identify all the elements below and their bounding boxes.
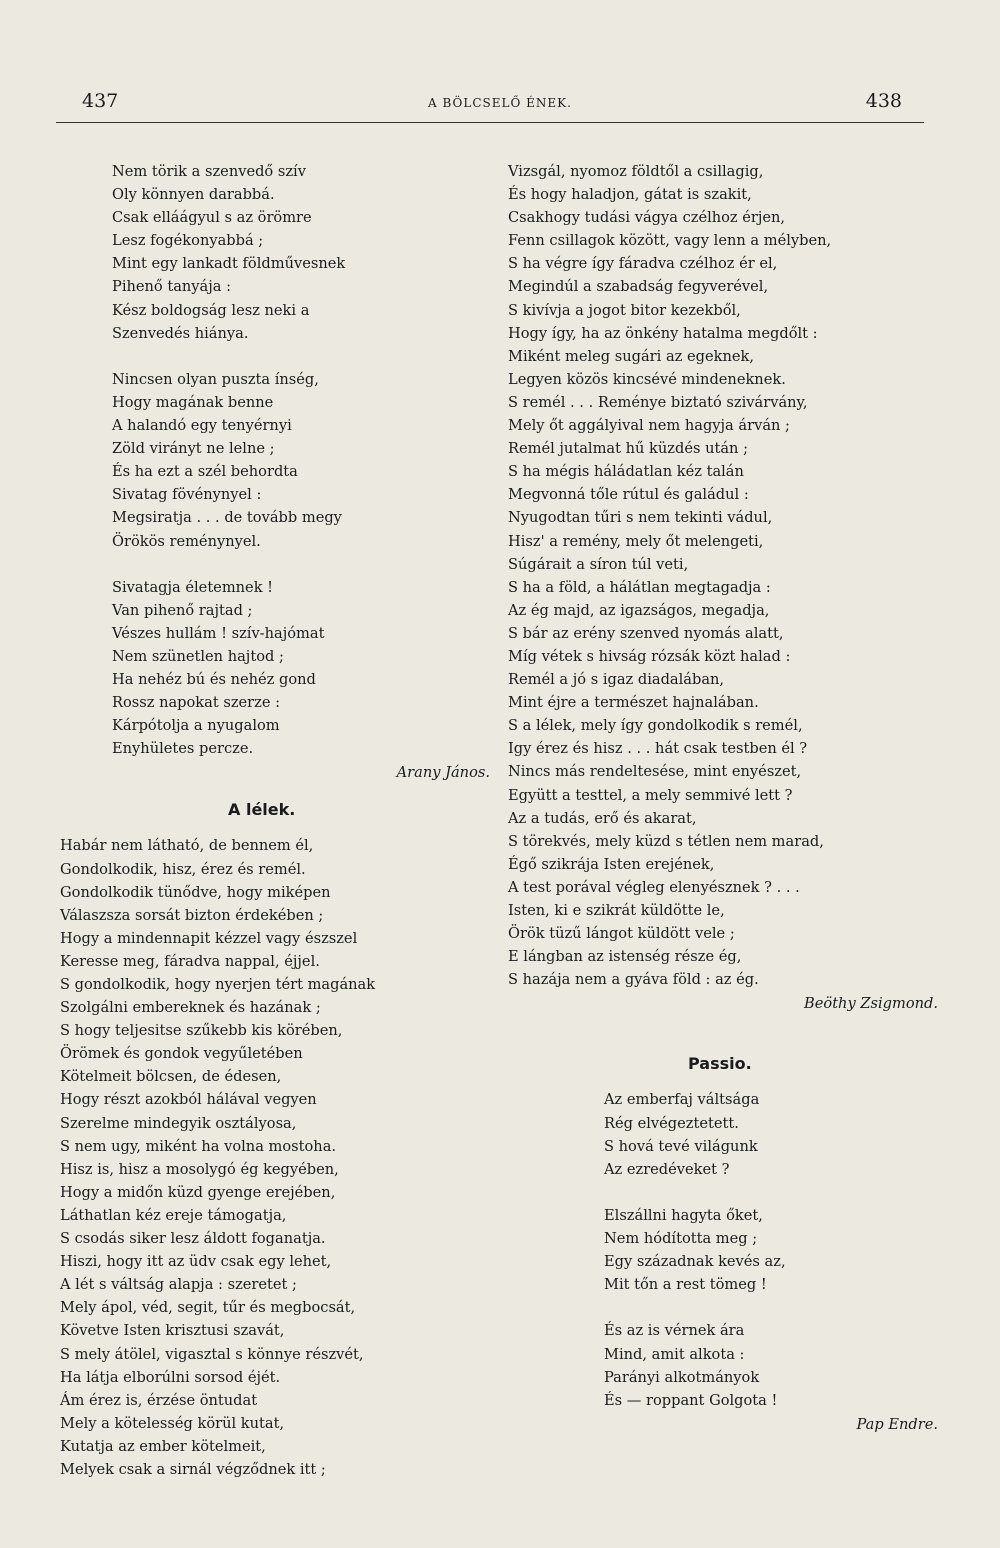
poem-line: Mint éjre a természet hajnalában. [508,694,759,712]
poem-line: Nem törik a szenvedő szív [112,163,306,180]
attribution: Arany János. [396,764,490,782]
poem-line: Hogy így, ha az önkény hatalma megdőlt : [508,324,818,342]
poem-line: Mely őt aggályival nem hagyja árván ; [508,417,790,435]
poem-line: Remél a jó s igaz diadalában, [508,671,725,689]
stanza-gap [60,553,490,576]
poem-line: És ha ezt a szél behordta [112,463,298,481]
poem-line: Legyen közös kincsévé mindeneknek. [508,370,786,388]
poem-line: Ha látja elborúlni sorsod éjét. [60,1368,281,1386]
poem-line: Örökös reménynyel. [112,532,261,550]
poem-line: Fenn csillagok között, vagy lenn a mélyben, [508,232,832,250]
poem-line: S mely átölel, vigasztal s könnye részvét, [60,1345,364,1363]
poem-line: Mely a kötelesség körül kutat, [60,1414,285,1432]
poem-line: Sivatagja életemnek ! [112,578,274,596]
poem-line: Oly könnyen darabbá. [112,186,275,204]
poem-line: S ha mégis háládatlan kéz talán [508,463,744,481]
poem-line: Szenvedés hiánya. [112,324,249,342]
poem-line: Hisz' a remény, mely őt melengeti, [508,532,764,550]
poem-line: Vészes hullám ! szív-hajómat [112,624,325,642]
running-title: A BÖLCSELŐ ÉNEK. [428,96,572,110]
poem-line: Kutatja az ember kötelmeit, [60,1437,266,1455]
poem-line: Nincs más rendeltesése, mint enyészet, [508,763,802,781]
poem-line: Megsiratja . . . de tovább megy [112,509,342,527]
poem-line: És hogy haladjon, gátat is szakit, [508,186,752,204]
poem-line: Súgárait a síron túl veti, [508,555,689,573]
poem-line: E lángban az istenség része ég, [508,948,742,966]
poem-line: S remél . . . Reménye biztató szivárvány, [508,393,808,411]
poem-line: Gondolkodik tünődve, hogy miképen [60,883,331,901]
poem-line: Rég elvégeztetett. [604,1114,739,1132]
header-rule [56,122,924,123]
poem-line: S bár az erény szenved nyomás alatt, [508,624,784,642]
poem-line: A lét s váltság alapja : szeretet ; [60,1276,297,1294]
poem-line: És az is vérnek ára [604,1322,745,1340]
poem-line: S a lélek, mely így gondolkodik s remél, [508,717,803,735]
poem-line: Rossz napokat szerze : [112,694,281,712]
attribution: Pap Endre. [856,1415,938,1433]
poem-line: Az emberfaj váltsága [604,1091,760,1109]
poem-line: Nem hódította meg ; [604,1230,758,1248]
poem-line: Hogy a mindennapit kézzel vagy észszel [60,929,358,947]
poem-line: Megvonná tőle rútul és galádul : [508,486,749,504]
poem-line: Parányi alkotmányok [604,1368,760,1386]
poem-line: Igy érez és hisz . . . hát csak testben él ? [508,740,808,758]
poem-line: S hazája nem a gyáva föld : az ég. [508,971,759,989]
poem-line: S törekvés, mely küzd s tétlen nem marad, [508,832,824,850]
poem-line: Kárpótolja a nyugalom [112,717,280,735]
poem-line: Örök tüzű lángot küldött vele ; [508,925,735,943]
poem-line: S gondolkodik, hogy nyerjen tért magának [60,976,376,993]
poem-line: Nyugodtan tűri s nem tekinti vádul, [508,509,773,527]
poem-line: Láthatlan kéz ereje támogatja, [60,1206,287,1224]
poem-line: Mely ápol, véd, segit, tűr és megbocsát, [60,1299,356,1317]
poem-line: Míg vétek s hivság rózsák közt halad : [508,647,791,665]
poem-line: S ha a föld, a hálátlan megtagadja : [508,578,771,596]
poem-title: A lélek. [228,800,296,820]
poem-line: A halandó egy tenyérnyi [112,417,292,435]
poem-line: Elszállni hagyta őket, [604,1206,763,1224]
poem-line: Mind, amit alkota : [604,1345,745,1363]
poem-line: Kész boldogság lesz neki a [112,301,310,319]
poem-line: A test porával végleg elenyésznek ? . . . [508,878,800,896]
poem-line: Követve Isten krisztusi szavát, [60,1322,285,1340]
poem-line: Lesz fogékonyabbá ; [112,232,264,250]
poem-line: Melyek csak a sirnál végződnek itt ; [60,1460,326,1478]
poem-line: Hogy magának benne [112,393,274,411]
poem-line: Keresse meg, fáradva nappal, éjjel. [60,952,320,970]
poem-line: Hisz is, hisz a mosolygó ég kegyében, [60,1160,339,1178]
left-column [60,160,490,1481]
poem-line: Vizsgál, nyomoz földtől a csillagig, [508,163,764,180]
poem-title: Passio. [688,1054,752,1074]
poem-line: Az a tudás, erő és akarat, [508,809,697,827]
poem-line: Az ezredéveket ? [604,1160,730,1178]
poem-line: S kivívja a jogot bitor kezekből, [508,301,741,319]
poem-line: Enyhületes percze. [112,740,254,758]
poem-line: Együtt a testtel, a mely semmivé lett ? [508,786,793,804]
poem-line: Miként meleg sugári az egeknek, [508,347,754,365]
poem-line: Isten, ki e szikrát küldötte le, [508,902,725,919]
poem-line: Habár nem látható, de bennem él, [60,837,314,855]
poem-line: S ha végre így fáradva czélhoz ér el, [508,255,778,273]
poem-line: Csakhogy tudási vágya czélhoz érjen, [508,209,786,227]
poem-line: Égő szikrája Isten erejének, [508,855,715,873]
poem-line: Nincsen olyan puszta ínség, [112,370,319,388]
poem-line: Egy századnak kevés az, [604,1253,786,1271]
poem-line: Örömek és gondok vegyűletében [60,1045,303,1063]
poem-line: Hiszi, hogy itt az üdv csak egy lehet, [60,1253,332,1271]
spacer [508,1017,938,1040]
poem-line: Szolgálni embereknek és hazának ; [60,999,321,1017]
poem-line: S csodás siker lesz áldott foganatja. [60,1230,326,1248]
poem-line: Van pihenő rajtad ; [112,601,253,619]
page-number-left: 437 [82,90,119,112]
poem-line: Ám érez is, érzése öntudat [60,1391,258,1409]
poem-line: Remél jutalmat hű küzdés után ; [508,440,748,458]
poem-line: Az ég majd, az igazságos, megadja, [508,601,770,619]
poem-line: Hogy részt azokból hálával vegyen [60,1091,317,1109]
poem-line: Hogy a midőn küzd gyenge erejében, [60,1183,336,1201]
poem-line: Gondolkodik, hisz, érez és remél. [60,860,306,878]
right-column [508,160,938,1438]
stanza-gap [508,1296,938,1319]
poem-line: Ha nehéz bú és nehéz gond [112,671,316,689]
page-number-right: 438 [865,90,902,112]
poem-line: Nem szünetlen hajtod ; [112,647,284,665]
poem-line: S hogy teljesitse szűkebb kis körében, [60,1022,343,1040]
poem-line: Kötelmeit bölcsen, de édesen, [60,1068,282,1086]
poem-line: Válaszsza sorsát bizton érdekében ; [60,906,324,924]
poem-line: S nem ugy, miként ha volna mostoha. [60,1137,337,1155]
poem-line: Zöld virányt ne lelne ; [112,440,275,458]
stanza-gap [508,1181,938,1204]
poem-line: Megindúl a szabadság fegyverével, [508,278,769,296]
poem-line: Szerelme mindegyik osztályosa, [60,1114,297,1132]
poem-line: Csak elláágyul s az örömre [112,209,312,227]
poem-line: És — roppant Golgota ! [604,1391,778,1409]
poem-line: Sivatag fövénynyel : [112,486,262,504]
stanza-gap [60,345,490,368]
poem-line: S hová tevé világunk [604,1137,758,1155]
poem-line: Mit tőn a rest tömeg ! [604,1276,767,1294]
poem-line: Pihenő tanyája : [112,278,232,296]
attribution: Beöthy Zsigmond. [804,995,938,1013]
poem-line: Mint egy lankadt földművesnek [112,255,346,273]
